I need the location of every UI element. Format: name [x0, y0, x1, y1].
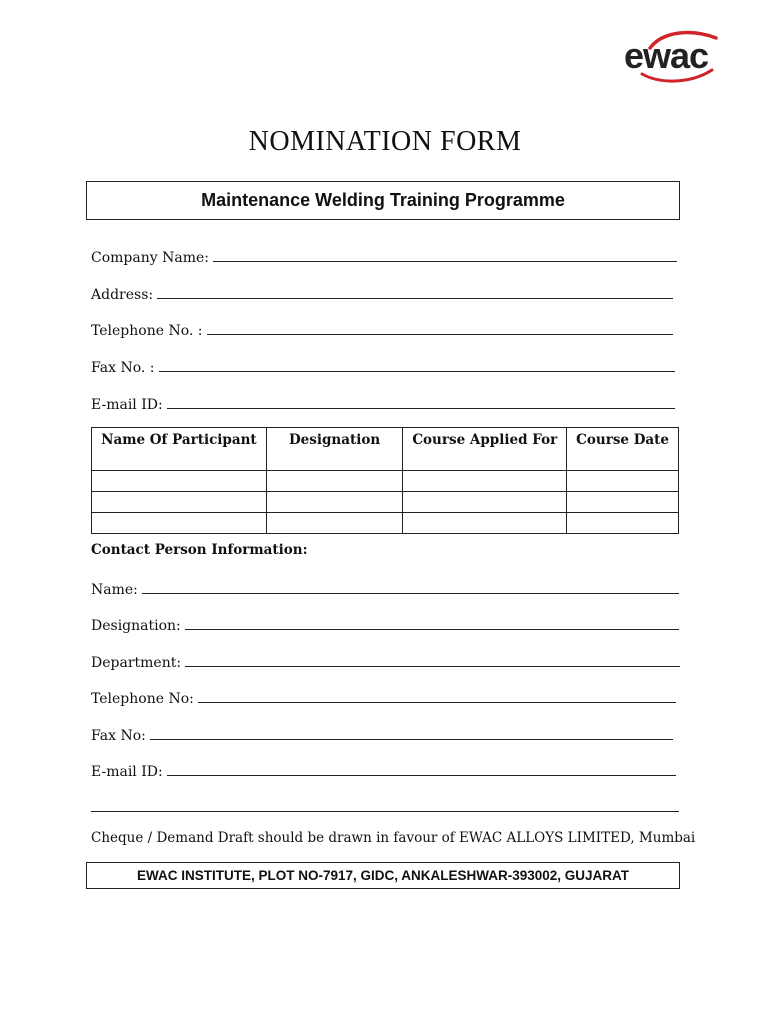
blank-fill-line[interactable]: [91, 811, 679, 812]
table-row: [92, 492, 679, 513]
email-field[interactable]: [91, 391, 675, 413]
field-label: E-mail ID:: [91, 397, 163, 413]
header-course-date: Course Date: [567, 428, 679, 471]
fill-line[interactable]: [167, 774, 676, 776]
payment-note: Cheque / Demand Draft should be drawn in favour of EWAC ALLOYS LIMITED, Mumbai: [91, 830, 696, 846]
field-label: Department:: [91, 655, 182, 671]
programme-title: Maintenance Welding Training Programme: [201, 190, 565, 210]
fill-line[interactable]: [185, 665, 680, 667]
table-row: [92, 513, 679, 534]
fill-line[interactable]: [185, 628, 679, 630]
fill-line[interactable]: [159, 370, 675, 372]
logo-text: ewac: [624, 35, 709, 76]
contact-fax-field[interactable]: [91, 722, 673, 744]
programme-title-box: [86, 181, 680, 220]
table-cell[interactable]: [266, 513, 403, 534]
table-cell[interactable]: [403, 471, 567, 492]
fill-line[interactable]: [150, 738, 673, 740]
field-label: Telephone No:: [91, 691, 194, 707]
field-label: Fax No. :: [91, 360, 155, 376]
contact-email-field[interactable]: [91, 758, 676, 780]
field-label: Telephone No. :: [91, 323, 203, 339]
field-label: Designation:: [91, 618, 181, 634]
table-cell[interactable]: [92, 492, 267, 513]
field-label: E-mail ID:: [91, 764, 163, 780]
contact-designation-field[interactable]: [91, 612, 679, 634]
table-row: [92, 471, 679, 492]
contact-name-field[interactable]: [91, 576, 679, 598]
fax-field[interactable]: [91, 354, 675, 376]
fill-line[interactable]: [213, 260, 677, 262]
table-cell[interactable]: [92, 471, 267, 492]
fill-line[interactable]: [198, 701, 676, 703]
ewac-logo: [620, 30, 742, 86]
header-name-of-participant: Name Of Participant: [92, 428, 267, 471]
telephone-field[interactable]: [91, 317, 673, 339]
fill-line[interactable]: [157, 297, 673, 299]
table-cell[interactable]: [92, 513, 267, 534]
table-cell[interactable]: [266, 471, 403, 492]
table-cell[interactable]: [567, 492, 679, 513]
field-label: Address:: [91, 287, 154, 303]
table-cell[interactable]: [403, 492, 567, 513]
form-title: NOMINATION FORM: [248, 126, 522, 157]
field-label: Fax No:: [91, 728, 146, 744]
table-cell[interactable]: [567, 513, 679, 534]
header-designation: Designation: [266, 428, 403, 471]
header-course-applied-for: Course Applied For: [403, 428, 567, 471]
table-cell[interactable]: [266, 492, 403, 513]
table-cell[interactable]: [403, 513, 567, 534]
contact-section-heading: Contact Person Information:: [91, 542, 308, 558]
fill-line[interactable]: [142, 592, 679, 594]
company-name-field[interactable]: [91, 244, 677, 266]
fill-line[interactable]: [167, 407, 675, 409]
institute-address-box: [86, 862, 680, 889]
field-label: Name:: [91, 582, 138, 598]
contact-department-field[interactable]: [91, 649, 680, 671]
fill-line[interactable]: [207, 333, 673, 335]
participants-table: [91, 427, 679, 534]
field-label: Company Name:: [91, 250, 209, 266]
address-field[interactable]: [91, 281, 673, 303]
table-cell[interactable]: [567, 471, 679, 492]
institute-address: EWAC INSTITUTE, PLOT NO-7917, GIDC, ANKALESHWAR-393002, GUJARAT: [136, 868, 630, 883]
contact-telephone-field[interactable]: [91, 685, 676, 707]
table-header-row: [92, 428, 679, 471]
